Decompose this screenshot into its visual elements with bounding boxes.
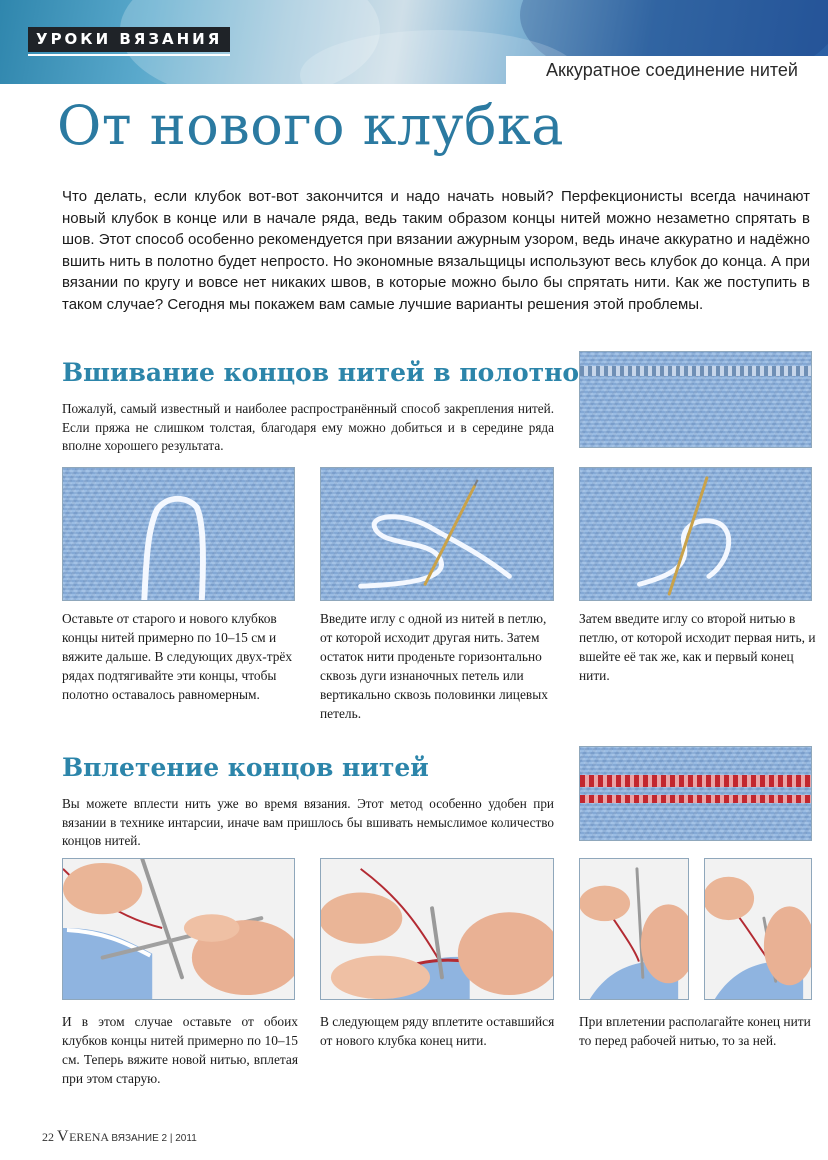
intro-paragraph: Что делать, если клубок вот-вот закончится и надо начать новый? Перфекционисты всегда начинают новый клубок в конце или в начале ряда, ведь таким образом концы нитей можно незаметно спрятать в шов. Этот способ особенно рекомендуется при вязании ажурным узором, ведь иначе аккуратно и надёжно вшить нить в полотно будет непросто. Но экономные вязальщицы используют весь клубок до конца. А при вязании по кругу и вовсе нет никаких швов, в которые можно было бы спрятать нити. Как же поступить в таком случае? Сегодня мы покажем вам самые лучшие варианты решения этой проблемы. <box>62 188 810 313</box>
photo-needle-through-loop <box>320 467 554 601</box>
page-number: 22 <box>42 1130 54 1144</box>
section-description-weaving: Вы можете вплести нить уже во время вязания. Этот метод особенно удобен при вязании в технике интарсии, иначе вам пришлось бы вшивать немыслимое количество концов нитей. <box>62 796 554 848</box>
section-label: УРОКИ ВЯЗАНИЯ <box>28 27 230 52</box>
section-heading-sewing: Вшивание концов нитей в полотно <box>62 358 580 387</box>
photo-sewn-edge <box>579 351 812 448</box>
photo-weaving-old-yarn <box>320 858 554 1000</box>
issue-info: ВЯЗАНИЕ 2 | 2011 <box>111 1133 197 1144</box>
brand-name: ERENA <box>69 1130 109 1144</box>
photo-yarn-in-front <box>579 858 689 1000</box>
caption-weaving-step-3: При вплетении располагайте конец нити то перед рабочей нитью, то за ней. <box>579 1014 811 1048</box>
section-heading-weaving: Вплетение концов нитей <box>62 753 429 782</box>
section-description-sewing: Пожалуй, самый известный и наиболее распространённый способ закрепления нитей. Если пряжа не слишком толстая, благодаря ему можно добиться и в середине ряда вполне хорошего результата. <box>62 401 554 453</box>
caption-sewing-step-3: Затем введите иглу со второй нитью в петлю, от которой исходит первая нить, и вшейте её так же, как и первый конец нити. <box>579 611 816 683</box>
photo-yarn-ends-loop <box>62 467 295 601</box>
article-title: От нового клубка <box>57 94 564 157</box>
caption-weaving-step-2: В следующем ряду вплетите оставшийся от нового клубка конец нити. <box>320 1014 555 1048</box>
caption-sewing-step-1: Оставьте от старого и нового клубков концы нитей примерно по 10–15 см и вяжите дальше. В следующих двух-трёх рядах подтягивайте эти концы, чтобы полотно оставалось равномерным. <box>62 611 293 702</box>
article-subtitle: Аккуратное соединение нитей <box>545 60 798 80</box>
page-footer <box>42 1128 197 1146</box>
photo-second-end-sewing <box>579 467 812 601</box>
caption-sewing-step-2: Введите иглу с одной из нитей в петлю, от которой исходит другая нить. Затем остаток нити проденьте горизонтально сквозь дуги изнаночных петель или вертикально сквозь половинки лицевых петель. <box>320 611 548 721</box>
photo-woven-edge <box>579 746 812 841</box>
brand-initial: V <box>57 1128 70 1145</box>
caption-weaving-step-1: И в этом случае оставьте от обоих клубков концы нитей примерно по 10–15 см. Теперь вяжите новой нитью, вплетая при этом старую. <box>62 1014 298 1086</box>
photo-knitting-new-yarn <box>62 858 295 1000</box>
photo-yarn-behind <box>704 858 812 1000</box>
